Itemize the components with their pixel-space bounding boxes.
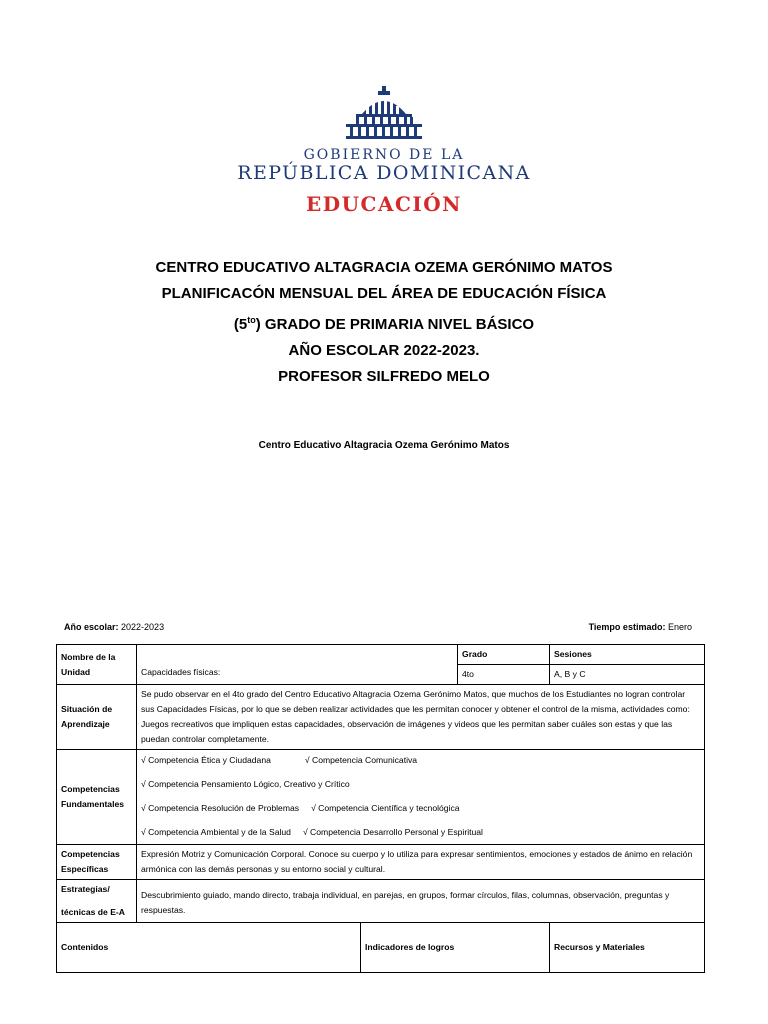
center-name: Centro Educativo Altagracia Ozema Gerónimo Matos bbox=[258, 440, 510, 451]
resources-label: Recursos y Materiales bbox=[550, 923, 705, 973]
situation-label: Situación de Aprendizaje bbox=[57, 685, 137, 750]
planning-table bbox=[56, 644, 705, 973]
document-headings bbox=[0, 255, 768, 390]
table-row bbox=[57, 880, 705, 923]
competence-item: √ Competencia Resolución de Problemas bbox=[141, 803, 300, 813]
heading-teacher: PROFESOR SILFREDO MELO bbox=[278, 368, 490, 385]
table-row bbox=[57, 685, 705, 750]
list-item bbox=[141, 800, 700, 824]
contents-label: Contenidos bbox=[57, 923, 361, 973]
fundamental-list bbox=[137, 750, 705, 845]
strategies-text: Descubrimiento guiado, mando directo, trabaja individual, en parejas, en grupos, formar círculos, filas, columnas, observación, preguntas y respuestas. bbox=[137, 880, 705, 923]
competence-item: √ Competencia Desarrollo Personal y Espiritual bbox=[302, 827, 483, 837]
table-row bbox=[57, 750, 705, 845]
competence-item: √ Competencia Comunicativa bbox=[304, 755, 418, 765]
ministry-logo bbox=[0, 84, 768, 144]
fundamental-label: Competencias Fundamentales bbox=[57, 750, 137, 845]
grade-label: Grado bbox=[458, 645, 550, 665]
unit-label: Nombre de la Unidad bbox=[57, 645, 137, 685]
grade-value: 4to bbox=[458, 665, 550, 685]
competence-item: √ Competencia Científica y tecnológica bbox=[311, 803, 460, 813]
heading-grade-sup: to bbox=[247, 315, 256, 325]
strategies-label-line: técnicas de E-A bbox=[61, 907, 125, 917]
sessions-label: Sesiones bbox=[550, 645, 705, 665]
school-year-value: 2022-2023 bbox=[121, 622, 165, 632]
strategies-label-line: Estrategias/ bbox=[61, 884, 110, 894]
competence-item: √ Competencia Ambiental y de la Salud bbox=[141, 827, 291, 837]
competence-item: √ Competencia Ética y Ciudadana bbox=[141, 755, 271, 765]
heading-grade-rest: ) GRADO DE PRIMARIA NIVEL BÁSICO bbox=[255, 316, 535, 333]
heading-grade-open: (5 bbox=[233, 316, 248, 333]
heading-plan: PLANIFICACÓN MENSUAL DEL ÁREA DE EDUCACIÓN FÍSICA bbox=[161, 285, 607, 302]
sessions-value: A, B y C bbox=[550, 665, 705, 685]
specific-text: Expresión Motriz y Comunicación Corporal. Conoce su cuerpo y lo utiliza para expresar sentimientos, emociones y estados de ánimo en relación armónica con las demás personas y su entorno social y cultural. bbox=[137, 845, 705, 880]
table-row bbox=[57, 845, 705, 880]
specific-label: Competencias Específicas bbox=[57, 845, 137, 880]
estimated-time-label: Tiempo estimado: bbox=[588, 622, 666, 632]
list-item bbox=[141, 776, 700, 800]
heading-grade bbox=[0, 307, 768, 338]
competence-item: √ Competencia Pensamiento Lógico, Creativo y Crítico bbox=[141, 779, 350, 789]
indicators-label: Indicadores de logros bbox=[361, 923, 550, 973]
school-year bbox=[64, 622, 164, 632]
situation-text: Se pudo observar en el 4to grado del Centro Educativo Altagracia Ozema Gerónimo Matos, que muchos de los Estudiantes no logran controlar sus Capacidades Físicas, por lo que se deben realizar actividades que les permitan conocer y obtener el control de la misma, actividades como: Juegos recreativos que impliquen estas capacidades, observación de imágenes y videos que les permitan saber cuáles son estas y que las puedan controlar completamente. bbox=[137, 685, 705, 750]
table-row bbox=[57, 645, 705, 665]
estimated-time-value: Enero bbox=[667, 622, 692, 632]
list-item bbox=[141, 752, 700, 776]
heading-school: CENTRO EDUCATIVO ALTAGRACIA OZEMA GERÓNIMO MATOS bbox=[155, 259, 613, 276]
strategies-label bbox=[57, 880, 137, 923]
unit-value: Capacidades físicas: bbox=[137, 645, 458, 685]
table-row bbox=[57, 923, 705, 973]
logo-republica-text: REPÚBLICA DOMINICANA bbox=[237, 162, 531, 184]
school-year-label: Año escolar: bbox=[64, 622, 119, 632]
logo-educacion-text: EDUCACIÓN bbox=[306, 192, 462, 216]
list-item bbox=[141, 824, 700, 842]
national-palace-dome-icon bbox=[342, 84, 426, 144]
estimated-time bbox=[589, 622, 692, 632]
heading-year: AÑO ESCOLAR 2022-2023. bbox=[288, 342, 480, 359]
logo-gobierno-text: GOBIERNO DE LA bbox=[303, 147, 465, 163]
